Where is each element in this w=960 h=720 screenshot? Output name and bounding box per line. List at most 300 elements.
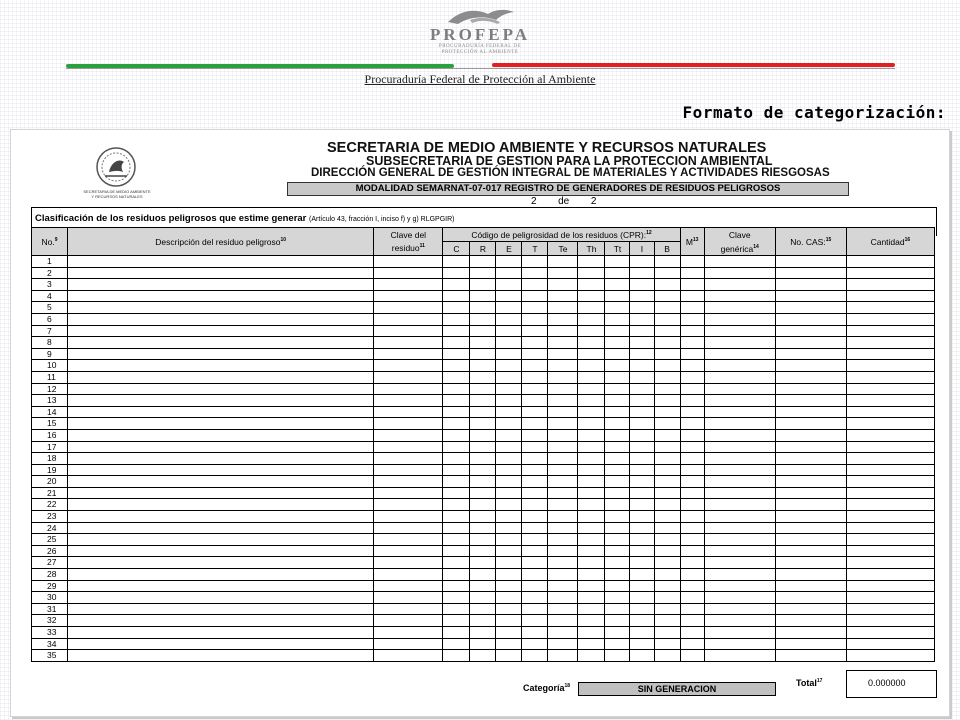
table-cell: [522, 453, 548, 465]
table-cell: [704, 418, 775, 430]
table-cell: [654, 395, 680, 407]
cpr-code-tt: Tt: [605, 242, 630, 256]
col-clave-generica-line-1: Clave: [728, 229, 751, 240]
table-cell: [578, 615, 605, 627]
col-m-label: M: [685, 236, 693, 247]
table-cell: [470, 256, 496, 268]
table-cell: [630, 603, 654, 615]
table-cell: [846, 441, 934, 453]
table-cell: [654, 569, 680, 581]
table-cell: [374, 557, 443, 569]
table-row: [32, 511, 935, 523]
table-cell: [775, 592, 846, 604]
table-cell: [470, 441, 496, 453]
table-cell: [846, 302, 934, 314]
table-row: [32, 360, 935, 372]
table-cell: [846, 557, 934, 569]
table-cell: [548, 302, 578, 314]
table-cell: [68, 476, 374, 488]
table-cell: [654, 615, 680, 627]
table-cell: [522, 348, 548, 360]
table-cell: [654, 464, 680, 476]
table-cell: [374, 337, 443, 349]
table-cell: [443, 313, 470, 325]
table-cell: [846, 464, 934, 476]
table-cell: [704, 453, 775, 465]
table-cell: [704, 325, 775, 337]
table-cell: [496, 580, 522, 592]
table-cell: [374, 476, 443, 488]
table-cell: [374, 522, 443, 534]
agency-name: Procuraduría Federal de Protección al Ambiente: [364, 72, 596, 86]
table-row: [32, 499, 935, 511]
table-cell: [443, 580, 470, 592]
table-cell: [443, 337, 470, 349]
table-cell: [775, 429, 846, 441]
table-cell: [374, 441, 443, 453]
table-cell: [704, 545, 775, 557]
table-cell: [443, 302, 470, 314]
table-cell: [605, 337, 630, 349]
table-cell: [496, 325, 522, 337]
table-cell: [68, 487, 374, 499]
table-cell: [548, 592, 578, 604]
col-clave-generica-line-2: genérica: [720, 243, 754, 254]
table-cell: [374, 545, 443, 557]
table-cell: [704, 267, 775, 279]
table-cell: [680, 499, 704, 511]
table-cell: [68, 638, 374, 650]
table-row: [32, 638, 935, 650]
table-cell: [605, 522, 630, 534]
table-cell: [374, 418, 443, 430]
col-descripcion: [68, 228, 374, 256]
table-cell: [374, 627, 443, 639]
col-cas: [775, 228, 846, 256]
slide-title: Formato de categorización:: [682, 103, 946, 122]
table-cell: [522, 534, 548, 546]
col-cantidad-sup: 16: [904, 236, 911, 243]
table-cell: [775, 545, 846, 557]
table-cell: [578, 290, 605, 302]
table-cell: [775, 441, 846, 453]
table-cell: [630, 406, 654, 418]
table-cell: [522, 383, 548, 395]
table-cell: [775, 580, 846, 592]
mexico-seal-icon: [91, 144, 141, 190]
table-cell: [630, 580, 654, 592]
table-cell: [522, 406, 548, 418]
table-cell: [605, 267, 630, 279]
table-cell: [496, 511, 522, 523]
table-cell: [680, 360, 704, 372]
table-row: [32, 325, 935, 337]
table-cell: [680, 406, 704, 418]
table-cell: [443, 650, 470, 662]
col-clave-generica-sup: 14: [753, 243, 759, 250]
table-cell: [374, 313, 443, 325]
table-cell: [630, 638, 654, 650]
table-cell: [578, 476, 605, 488]
table-cell: [680, 429, 704, 441]
table-cell: [775, 627, 846, 639]
table-cell: [630, 592, 654, 604]
table-row: [32, 476, 935, 488]
table-cell: [704, 337, 775, 349]
table-cell: [704, 429, 775, 441]
categorization-form: [10, 129, 950, 717]
table-cell: [775, 279, 846, 291]
table-cell: [605, 360, 630, 372]
table-cell: [470, 627, 496, 639]
row-number: 8: [32, 337, 68, 349]
table-cell: [605, 453, 630, 465]
table-cell: [68, 545, 374, 557]
table-cell: [443, 429, 470, 441]
table-cell: [680, 545, 704, 557]
table-cell: [704, 534, 775, 546]
table-cell: [775, 464, 846, 476]
table-cell: [605, 569, 630, 581]
table-cell: [374, 302, 443, 314]
table-cell: [630, 302, 654, 314]
table-cell: [654, 557, 680, 569]
table-cell: [605, 256, 630, 268]
table-row: [32, 580, 935, 592]
table-cell: [470, 534, 496, 546]
table-cell: [496, 418, 522, 430]
table-cell: [605, 603, 630, 615]
col-clave: [374, 228, 443, 256]
table-cell: [605, 383, 630, 395]
table-cell: [548, 348, 578, 360]
table-cell: [846, 603, 934, 615]
table-cell: [496, 534, 522, 546]
table-cell: [548, 464, 578, 476]
row-number: 19: [32, 464, 68, 476]
table-cell: [470, 499, 496, 511]
table-cell: [578, 638, 605, 650]
row-number: 6: [32, 313, 68, 325]
table-cell: [654, 650, 680, 662]
table-cell: [846, 256, 934, 268]
table-cell: [630, 615, 654, 627]
logo-name: PROFEPA: [429, 25, 530, 44]
col-clave-line-2: residuo: [391, 242, 420, 253]
table-cell: [496, 395, 522, 407]
table-cell: [605, 406, 630, 418]
table-cell: [704, 441, 775, 453]
table-cell: [522, 464, 548, 476]
cpr-code-te: Te: [548, 242, 578, 256]
table-row: [32, 569, 935, 581]
logo-subtitle-1: PROCURADURÍA FEDERAL DE: [438, 44, 522, 49]
table-row: [32, 279, 935, 291]
table-cell: [522, 487, 548, 499]
table-cell: [630, 256, 654, 268]
table-cell: [680, 638, 704, 650]
seal-caption-line-2: Y RECURSOS NATURALES: [91, 194, 143, 199]
table-cell: [496, 360, 522, 372]
table-cell: [630, 371, 654, 383]
table-cell: [522, 627, 548, 639]
table-cell: [846, 615, 934, 627]
table-cell: [578, 302, 605, 314]
table-cell: [605, 290, 630, 302]
table-cell: [630, 487, 654, 499]
table-cell: [548, 267, 578, 279]
table-cell: [775, 383, 846, 395]
table-cell: [775, 534, 846, 546]
table-cell: [470, 290, 496, 302]
table-cell: [374, 569, 443, 581]
table-cell: [68, 441, 374, 453]
table-cell: [68, 534, 374, 546]
table-cell: [496, 279, 522, 291]
table-cell: [68, 580, 374, 592]
table-cell: [654, 522, 680, 534]
table-cell: [704, 348, 775, 360]
table-cell: [374, 511, 443, 523]
table-cell: [470, 464, 496, 476]
table-cell: [846, 592, 934, 604]
table-cell: [630, 418, 654, 430]
table-cell: [443, 325, 470, 337]
table-cell: [704, 603, 775, 615]
table-cell: [548, 360, 578, 372]
table-row: [32, 418, 935, 430]
table-cell: [654, 627, 680, 639]
table-cell: [630, 511, 654, 523]
gray-divider: [66, 68, 895, 69]
row-number: 26: [32, 545, 68, 557]
table-cell: [443, 418, 470, 430]
seal-caption-line-1: SECRETARIA DE MEDIO AMBIENTE: [83, 189, 151, 194]
table-cell: [775, 650, 846, 662]
table-row: [32, 545, 935, 557]
table-cell: [680, 534, 704, 546]
page-of: de: [558, 196, 570, 207]
table-cell: [846, 325, 934, 337]
table-cell: [680, 418, 704, 430]
table-cell: [496, 545, 522, 557]
table-cell: [548, 545, 578, 557]
table-row: [32, 371, 935, 383]
table-cell: [548, 627, 578, 639]
table-cell: [443, 557, 470, 569]
table-cell: [654, 429, 680, 441]
row-number: 10: [32, 360, 68, 372]
table-cell: [522, 580, 548, 592]
table-cell: [68, 267, 374, 279]
table-cell: [443, 592, 470, 604]
table-row: [32, 429, 935, 441]
col-clave-line-1: Clave del: [390, 229, 427, 240]
categoria-sup: 18: [564, 683, 571, 689]
table-cell: [374, 534, 443, 546]
table-cell: [775, 395, 846, 407]
table-cell: [496, 499, 522, 511]
table-cell: [443, 395, 470, 407]
table-cell: [846, 429, 934, 441]
table-cell: [775, 638, 846, 650]
table-cell: [522, 511, 548, 523]
table-cell: [548, 580, 578, 592]
table-cell: [605, 557, 630, 569]
table-cell: [605, 499, 630, 511]
table-cell: [704, 395, 775, 407]
table-cell: [704, 360, 775, 372]
table-cell: [548, 615, 578, 627]
table-cell: [470, 453, 496, 465]
table-cell: [654, 256, 680, 268]
table-cell: [374, 499, 443, 511]
table-cell: [374, 580, 443, 592]
col-descripcion-label: Descripción del residuo peligroso: [155, 236, 281, 247]
table-row: [32, 383, 935, 395]
table-cell: [548, 279, 578, 291]
table-cell: [374, 267, 443, 279]
row-number: 23: [32, 511, 68, 523]
table-cell: [548, 499, 578, 511]
row-number: 32: [32, 615, 68, 627]
table-cell: [775, 487, 846, 499]
table-cell: [68, 256, 374, 268]
table-cell: [704, 592, 775, 604]
table-cell: [68, 557, 374, 569]
table-cell: [846, 650, 934, 662]
table-cell: [443, 511, 470, 523]
table-cell: [630, 627, 654, 639]
table-row: [32, 395, 935, 407]
table-cell: [443, 615, 470, 627]
row-number: 34: [32, 638, 68, 650]
table-cell: [578, 592, 605, 604]
table-cell: [374, 383, 443, 395]
table-cell: [654, 638, 680, 650]
table-cell: [548, 371, 578, 383]
table-cell: [496, 650, 522, 662]
table-cell: [443, 371, 470, 383]
table-cell: [443, 383, 470, 395]
table-cell: [548, 534, 578, 546]
table-cell: [704, 522, 775, 534]
table-cell: [630, 360, 654, 372]
table-cell: [443, 522, 470, 534]
table-cell: [680, 615, 704, 627]
table-cell: [630, 383, 654, 395]
table-cell: [548, 406, 578, 418]
table-cell: [68, 290, 374, 302]
table-cell: [470, 557, 496, 569]
table-cell: [605, 464, 630, 476]
row-number: 27: [32, 557, 68, 569]
table-cell: [704, 290, 775, 302]
table-row: [32, 534, 935, 546]
table-cell: [522, 256, 548, 268]
table-cell: [630, 557, 654, 569]
table-cell: [846, 418, 934, 430]
table-cell: [374, 406, 443, 418]
table-cell: [630, 279, 654, 291]
table-cell: [443, 476, 470, 488]
table-cell: [374, 453, 443, 465]
table-cell: [605, 487, 630, 499]
table-cell: [605, 302, 630, 314]
table-cell: [522, 476, 548, 488]
table-cell: [846, 395, 934, 407]
table-cell: [496, 383, 522, 395]
table-cell: [578, 464, 605, 476]
table-cell: [68, 650, 374, 662]
row-number: 35: [32, 650, 68, 662]
table-cell: [443, 499, 470, 511]
classification-heading: Clasificación de los residuos peligrosos que estime generar: [35, 213, 307, 224]
table-cell: [68, 615, 374, 627]
table-cell: [578, 371, 605, 383]
table-cell: [470, 267, 496, 279]
table-cell: [654, 499, 680, 511]
table-cell: [680, 650, 704, 662]
table-cell: [443, 569, 470, 581]
table-cell: [654, 580, 680, 592]
table-cell: [548, 395, 578, 407]
table-cell: [374, 371, 443, 383]
table-cell: [522, 615, 548, 627]
table-cell: [68, 360, 374, 372]
categoria-label: [523, 683, 570, 693]
table-cell: [605, 580, 630, 592]
table-cell: [470, 383, 496, 395]
table-cell: [630, 545, 654, 557]
table-cell: [654, 406, 680, 418]
table-cell: [496, 313, 522, 325]
table-cell: [654, 534, 680, 546]
seal-caption: [67, 189, 167, 199]
table-row: [32, 348, 935, 360]
table-cell: [374, 615, 443, 627]
table-row: [32, 267, 935, 279]
table-cell: [496, 464, 522, 476]
table-cell: [496, 522, 522, 534]
table-cell: [654, 360, 680, 372]
table-cell: [680, 487, 704, 499]
table-cell: [704, 569, 775, 581]
row-number: 28: [32, 569, 68, 581]
table-cell: [846, 383, 934, 395]
table-cell: [548, 511, 578, 523]
table-cell: [496, 371, 522, 383]
table-cell: [470, 522, 496, 534]
profepa-logo: [418, 6, 542, 64]
table-cell: [522, 290, 548, 302]
table-cell: [846, 487, 934, 499]
row-number: 7: [32, 325, 68, 337]
table-cell: [578, 406, 605, 418]
table-cell: [630, 395, 654, 407]
table-cell: [443, 279, 470, 291]
table-cell: [578, 569, 605, 581]
table-cell: [654, 418, 680, 430]
table-cell: [68, 627, 374, 639]
table-cell: [775, 302, 846, 314]
table-row: [32, 337, 935, 349]
table-cell: [654, 592, 680, 604]
table-row: [32, 603, 935, 615]
row-number: 5: [32, 302, 68, 314]
table-cell: [522, 569, 548, 581]
table-cell: [605, 545, 630, 557]
